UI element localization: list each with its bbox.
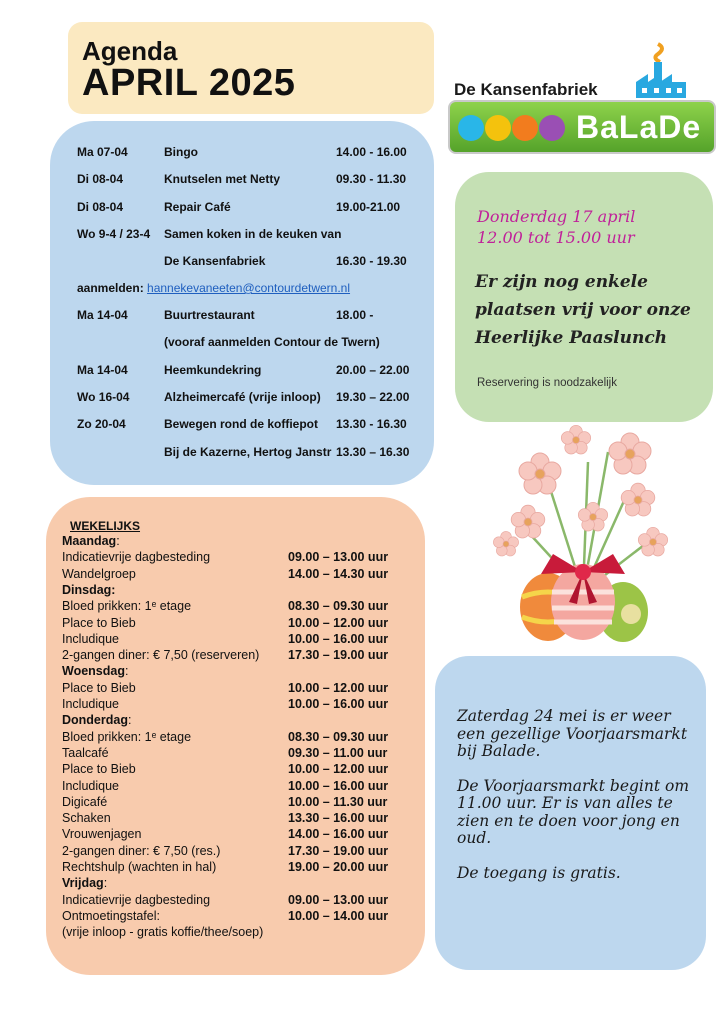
weekday-heading: [62, 713, 422, 729]
weekly-item: [62, 697, 422, 713]
agenda-row: [50, 390, 434, 408]
weekly-activity: Indicatievrije dagbesteding: [62, 892, 211, 907]
weekly-activity: Bloed prikken: 1ᵉ etage: [62, 729, 192, 744]
agenda-activity: Heemkundekring: [164, 362, 262, 377]
paaslunch-box: [455, 172, 713, 422]
weekly-time: 13.30 – 16.00 uur: [288, 811, 389, 826]
weekly-activity: Place to Bieb: [62, 680, 136, 695]
logo-balade-text: BaLaDe: [576, 109, 702, 145]
weekly-activity: Place to Bieb: [62, 615, 136, 630]
weekly-item: [62, 632, 422, 648]
weekly-time: 10.00 – 14.00 uur: [288, 908, 389, 923]
weekly-item: [62, 779, 422, 795]
voorjaarsmarkt-box: [435, 656, 706, 970]
weekday-heading: [62, 583, 422, 599]
signup-line: [77, 281, 350, 295]
agenda-activity: Alzheimercafé (vrije inloop): [164, 389, 321, 404]
logo-dot: [539, 115, 565, 141]
weekly-item: [62, 811, 422, 827]
weekly-item: [62, 681, 422, 697]
weekly-item: [62, 827, 422, 843]
agenda-time: 09.30 - 11.30: [336, 172, 407, 187]
paaslunch-date-line: Donderdag 17 april: [477, 207, 636, 226]
agenda-time: 13.30 – 16.30: [336, 444, 410, 459]
agenda-activity: Bewegen rond de koffiepot: [164, 417, 319, 432]
agenda-row: [50, 172, 434, 190]
agenda-time: 18.00 -: [336, 308, 374, 322]
agenda-row: [50, 254, 434, 272]
weekly-time: 10.00 – 16.00 uur: [288, 697, 389, 711]
weekly-item: [62, 762, 422, 778]
weekly-item: [62, 648, 422, 664]
weekly-item: [62, 730, 422, 746]
weekly-time: 08.30 – 09.30 uur: [288, 729, 389, 744]
weekly-time: 10.00 – 16.00 uur: [288, 631, 389, 646]
paaslunch-time-line: 12.00 tot 15.00 uur: [477, 228, 635, 247]
weekly-activity: Includique: [62, 631, 119, 646]
voorjaarsmarkt-text: [457, 708, 701, 899]
weekly-activity: Ontmoetingstafel:: [62, 908, 160, 923]
agenda-time: 19.00-21.00: [336, 199, 401, 214]
weekly-item: [62, 550, 422, 566]
weekly-time: 10.00 – 12.00 uur: [288, 762, 389, 777]
signup-label: aanmelden:: [77, 281, 144, 295]
easter-eggs-flowers-illustration: [488, 422, 678, 647]
title-month: APRIL 2025: [82, 62, 296, 104]
agenda-activity: Bingo: [164, 145, 198, 159]
title-agenda: Agenda: [82, 36, 178, 66]
weekday-name: Vrijdag: [62, 876, 104, 891]
weekday-name: Woensdag: [62, 664, 125, 679]
weekly-time: 08.30 – 09.30 uur: [288, 599, 389, 614]
weekly-activity: 2-gangen diner: € 7,50 (reserveren): [62, 648, 260, 663]
weekly-activity: Includique: [62, 778, 119, 793]
weekday-name: Donderdag: [62, 713, 128, 728]
weekly-activity: Schaken: [62, 811, 111, 826]
weekly-activity: Indicatievrije dagbesteding: [62, 550, 211, 565]
agenda-activity: Samen koken in de keuken van: [164, 226, 342, 241]
weekly-item: [62, 844, 422, 860]
agenda-activity: Knutselen met Netty: [164, 172, 281, 187]
market-paragraph: De Voorjaarsmarkt begint om 11.00 uur. Er is van alles te zien en te doen voor jong en oud.: [457, 776, 690, 847]
weekly-activity: Includique: [62, 697, 119, 711]
agenda-day: Ma 14-04: [77, 308, 128, 322]
weekly-item: [62, 909, 422, 925]
agenda-activity: Bij de Kazerne, Hertog Janstr: [164, 444, 332, 459]
logo-dot: [458, 115, 484, 141]
agenda-row: [50, 227, 434, 245]
agenda-activity: De Kansenfabriek: [164, 254, 266, 269]
agenda-day: Wo 16-04: [77, 389, 130, 404]
weekly-title: WEKELIJKS: [70, 519, 141, 533]
paaslunch-date: [477, 206, 707, 248]
logo-dot: [485, 115, 511, 141]
paaslunch-message: Er zijn nog enkele plaatsen vrij voor onze Heerlijke Paaslunch: [475, 272, 691, 348]
signup-email-link[interactable]: hannekevaneeten@contourdetwern.nl: [147, 281, 351, 295]
weekly-time: 14.00 – 14.30 uur: [288, 566, 389, 581]
agenda-row: [50, 363, 434, 381]
weekly-item: [62, 893, 422, 909]
agenda-row: [50, 445, 434, 463]
weekday-heading: [62, 876, 422, 892]
title-box: [68, 22, 434, 114]
weekly-activity: Place to Bieb: [62, 762, 136, 777]
weekly-time: 14.00 – 16.00 uur: [288, 827, 389, 842]
weekly-activity: 2-gangen diner: € 7,50 (res.): [62, 843, 221, 858]
agenda-activity: Buurtrestaurant: [164, 308, 255, 322]
weekday-colon: :: [116, 534, 120, 548]
agenda-day: Di 08-04: [77, 172, 124, 187]
agenda-row: [50, 145, 434, 163]
weekly-time: 10.00 – 16.00 uur: [288, 778, 389, 793]
market-paragraph: Zaterdag 24 mei is er weer een gezellige Voorjaarsmarkt bij Balade.: [457, 707, 688, 760]
weekly-item: [62, 795, 422, 811]
agenda-time: 13.30 - 16.30: [336, 417, 407, 432]
weekly-activity: Digicafé: [62, 794, 108, 809]
agenda-row: [50, 335, 434, 353]
agenda-day: Wo 9-4 / 23-4: [77, 226, 151, 241]
weekly-item: [62, 925, 422, 941]
paaslunch-reservation: Reservering is noodzakelijk: [477, 377, 617, 389]
agenda-row: [50, 417, 434, 435]
weekday-colon: :: [127, 713, 132, 728]
weekly-item: [62, 567, 422, 583]
weekly-activity: Bloed prikken: 1ᵉ etage: [62, 599, 192, 614]
weekly-time: 09.00 – 13.00 uur: [288, 892, 389, 907]
weekday-colon: :: [124, 664, 129, 679]
weekly-box: [46, 497, 425, 975]
weekly-activity: Vrouwenjagen: [62, 827, 142, 842]
weekday-heading: [62, 664, 422, 680]
weekly-activity: Rechtshulp (wachten in hal): [62, 860, 217, 874]
weekly-activity: Taalcafé: [62, 745, 109, 760]
weekly-item: [62, 860, 422, 876]
agenda-time: 14.00 - 16.00: [336, 145, 407, 159]
weekly-item: [62, 616, 422, 632]
weekday-name: Maandag: [62, 534, 117, 548]
logo-dot: [512, 115, 538, 141]
agenda-row: [50, 308, 434, 326]
weekly-time: 10.00 – 11.30 uur: [288, 794, 388, 809]
agenda-time: 20.00 – 22.00: [336, 362, 410, 377]
weekly-time: 19.00 – 20.00 uur: [288, 860, 389, 874]
weekly-time: 10.00 – 12.00 uur: [288, 680, 389, 695]
logo-brand-text: De Kansenfabriek: [454, 80, 598, 99]
logo-bar: [448, 100, 716, 154]
agenda-activity: (vooraf aanmelden Contour de Twern): [164, 335, 380, 350]
weekday-name: Dinsdag:: [62, 582, 116, 597]
weekly-activity: (vrije inloop - gratis koffie/thee/soep): [62, 925, 264, 940]
agenda-row: [50, 200, 434, 218]
weekly-time: 17.30 – 19.00 uur: [288, 648, 389, 663]
agenda-time: 16.30 - 19.30: [336, 254, 407, 269]
agenda-day: Ma 14-04: [77, 362, 128, 377]
weekly-time: 09.30 – 11.00 uur: [288, 745, 388, 760]
kansenfabriek-balade-logo: [448, 40, 718, 160]
weekly-time: 17.30 – 19.00 uur: [288, 843, 389, 858]
weekly-item: [62, 599, 422, 615]
agenda-activity: Repair Café: [164, 199, 231, 214]
agenda-day: Zo 20-04: [77, 417, 126, 432]
market-paragraph: De toegang is gratis.: [457, 863, 621, 882]
agenda-day: Di 08-04: [77, 199, 124, 214]
weekly-item: [62, 746, 422, 762]
factory-icon: [630, 40, 690, 102]
weekday-heading: [62, 534, 422, 550]
weekly-time: 09.00 – 13.00 uur: [288, 550, 389, 565]
weekly-time: 10.00 – 12.00 uur: [288, 615, 389, 630]
weekday-colon: :: [103, 876, 108, 891]
agenda-time: 19.30 – 22.00: [336, 389, 410, 404]
agenda-box: [50, 121, 434, 485]
weekly-activity: Wandelgroep: [62, 566, 136, 581]
agenda-day: Ma 07-04: [77, 145, 128, 159]
